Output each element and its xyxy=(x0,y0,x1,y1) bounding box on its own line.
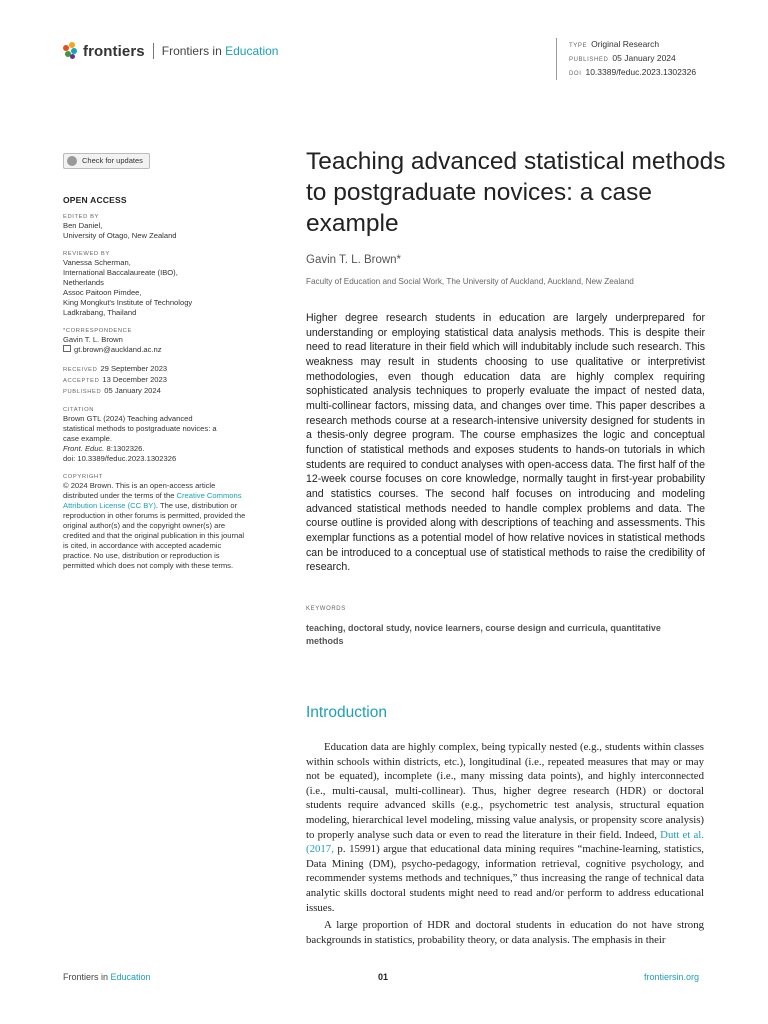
correspondence-name: Gavin T. L. Brown xyxy=(63,335,123,344)
brand-name: frontiers xyxy=(83,42,145,60)
editor-name: Ben Daniel, xyxy=(63,221,103,230)
copyright-label: COPYRIGHT xyxy=(63,474,103,480)
editor-affiliation: University of Otago, New Zealand xyxy=(63,231,177,240)
citation-doi[interactable]: doi: 10.3389/feduc.2023.1302326 xyxy=(63,454,177,463)
footer-site-link[interactable]: frontiersin.org xyxy=(644,972,700,982)
frontiers-logo-icon xyxy=(63,42,79,60)
mail-icon xyxy=(63,345,71,352)
edited-by-label: EDITED BY xyxy=(63,214,100,220)
citation-line: Brown GTL (2024) Teaching advanced xyxy=(63,414,193,423)
reviewer-line: Netherlands xyxy=(63,278,104,287)
dates xyxy=(63,364,248,397)
keywords: teaching, doctoral study, novice learners, course design and curricula, quantitative methods xyxy=(306,623,661,646)
citation-journal-line: Front. Educ. 8:1302326. xyxy=(63,444,145,453)
introduction-body xyxy=(306,740,704,947)
article-title: Teaching advanced statistical methods to postgraduate novices: a case example xyxy=(306,148,726,237)
citation-link[interactable]: Dutt et al. (2017, xyxy=(306,828,704,856)
reviewer-line: Vanessa Scherman, xyxy=(63,258,131,267)
paragraph: A large proportion of HDR and doctoral students in education do not have strong backgrounds in statistics, probability theory, or data analysis. The emphasis in their xyxy=(306,919,704,946)
date-received: RECEIVED 29 September 2023 xyxy=(63,364,168,373)
date-accepted: ACCEPTED 13 December 2023 xyxy=(63,375,167,384)
meta-published: PUBLISHED 05 January 2024 xyxy=(569,53,676,63)
check-updates-label: Check for updates xyxy=(82,156,143,165)
check-updates-button[interactable] xyxy=(63,153,150,169)
open-access-label: OPEN ACCESS xyxy=(63,195,127,205)
meta-type: TYPE Original Research xyxy=(569,39,660,49)
reviewer-line: King Mongkut's Institute of Technology xyxy=(63,298,193,307)
meta-doi[interactable]: DOI 10.3389/feduc.2023.1302326 xyxy=(569,67,697,77)
correspondence-label: *CORRESPONDENCE xyxy=(63,328,132,334)
page-number: 01 xyxy=(378,972,389,982)
article-author[interactable]: Gavin T. L. Brown* xyxy=(306,254,402,266)
citation-label: CITATION xyxy=(63,407,94,413)
correspondence-email[interactable]: gt.brown@auckland.ac.nz xyxy=(63,345,248,355)
cc-by-link[interactable]: Creative Commons Attribution License (CC BY) xyxy=(63,491,242,510)
author-affiliation: Faculty of Education and Social Work, The University of Auckland, Auckland, New Zealand xyxy=(306,277,634,286)
reviewer-line: International Baccalaureate (IBO), xyxy=(63,268,178,277)
keywords-label: KEYWORDS xyxy=(306,606,346,612)
logo-divider xyxy=(153,43,154,59)
reviewed-by-label: REVIEWED BY xyxy=(63,251,110,257)
journal-prefix: Frontiers in xyxy=(161,44,226,58)
copyright-text: © 2024 Brown. This is an open-access article distributed under the terms of the Creative Commons Attribution License (CC BY). The use, distribution or reproduction in other forums is permitted, provided the original author(s) and the copyright owner(s) are credited and that the original publication in this journal is cited, in accordance with accepted academic practice. No use, distribution or reproduction is permitted which does not comply with these terms. xyxy=(63,481,246,570)
abstract: Higher degree research students in education are largely underprepared for understanding or employing statistical data analysis methods. This is despite their need to read literature in their field which will indubitably include such research. This weakness may result in students choosing to use qualitative or interpretivist methodologies, even though education data are highly complex requiring sophisticated analysis techniques to properly evaluate the impact of nested data, multi-collinear factors, missing data, and changes over time. This paper describes a research methods course at a research-intensive university designed for students in a thesis-only degree program. The course emphasizes the logic and conceptual function of statistical methods and exposes students to hands-on tutorials in which students are required to conduct analyses with open-access data. The first half of the 12-week course focuses on core knowledge, normally taught in first-year probability and statistics courses. The second half focuses on introducing and modeling advanced statistical methods needed to handle complex problems and data. The course outline is provided along with descriptions of teaching and assessments. This exemplar functions as a potential model of how relative novices in statistical methods can be introduced to a conceptual use of statistical methods to raise the credibility of research. xyxy=(306,312,705,574)
citation-line: case example. xyxy=(63,434,112,443)
journal-section: Education xyxy=(225,44,279,58)
reviewer-line: Assoc Paitoon Pimdee, xyxy=(63,288,142,297)
article-meta xyxy=(556,38,696,80)
journal-name xyxy=(162,44,279,58)
reviewer-line: Ladkrabang, Thailand xyxy=(63,308,137,317)
date-published: PUBLISHED 05 January 2024 xyxy=(63,386,161,395)
frontiers-logo[interactable] xyxy=(63,42,278,60)
section-heading-introduction: Introduction xyxy=(306,704,387,721)
footer-journal: Frontiers in Education xyxy=(63,972,151,982)
check-updates-icon xyxy=(67,156,77,166)
paragraph: Education data are highly complex, being typically nested (e.g., students within classes within schools within districts, etc.), longitudinal (i.e., repeated measures that may or may not be equated), incomplete (i.e., many missing data points), and highly interconnected (i.e., multi-causal, multi-collinear). Thus, higher degree research (HDR) or doctoral students require advanced skills (e.g., psychometric test analysis, structural equation modeling, hierarchical level modeling, missing value analysis, or propensity score analysis) to properly analyse such data or even to read the literature in their field. Indeed, Dutt et al. (2017, p. 15991) argue that educational data mining requires “machine-learning, statistics, Data Mining (DM), psycho-pedagogy, information retrieval, cognitive psychology, and recommender systems methods and techniques,” thus increasing the range of technical data analytic skills doctoral students might need to read and/or perform to address educational issues. xyxy=(306,741,704,914)
citation-line: statistical methods to postgraduate novices: a xyxy=(63,424,217,433)
sidebar xyxy=(63,153,248,571)
